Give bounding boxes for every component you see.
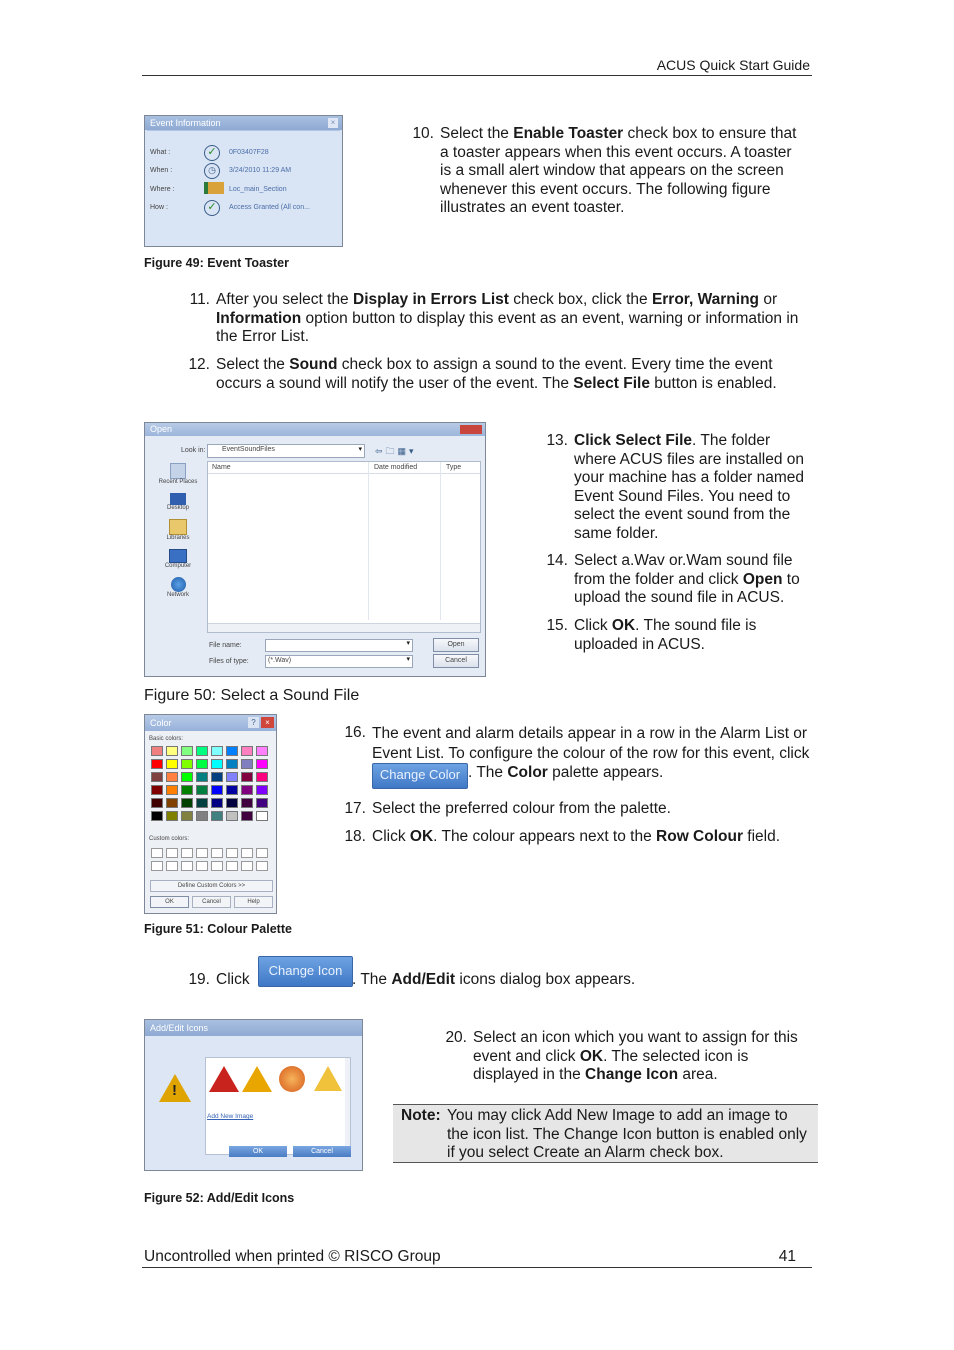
places-recent[interactable]: Recent Places — [151, 463, 205, 485]
step-10-text: Select the Enable Toaster check box to ensure that a toaster appears when this event occurs. A toaster is a small alert window that appears on the screen whenever this event occurs. The following figure illustrates an event toaster. — [440, 125, 797, 216]
custom-color-swatch[interactable] — [151, 861, 163, 871]
file-name-label: File name: — [209, 642, 242, 649]
custom-color-swatch[interactable] — [166, 848, 178, 858]
toaster-titlebar — [145, 116, 342, 130]
figure-52-caption: Figure 52: Add/Edit Icons — [144, 1191, 295, 1205]
step-11-text: After you select the Display in Errors List check box, click the Error, Warning or Information option button to display this event as an event, warning or information in the Error List. — [216, 291, 799, 345]
step-10-number: 10. — [412, 125, 434, 142]
color-swatch[interactable] — [226, 785, 238, 795]
custom-color-swatch[interactable] — [196, 861, 208, 871]
color-swatch[interactable] — [181, 811, 193, 821]
color-swatch[interactable] — [241, 811, 253, 821]
color-dialog-title: Color — [150, 718, 172, 728]
look-in-dropdown[interactable]: EventSoundFiles ▾ — [207, 444, 365, 458]
toolbar-icons[interactable]: ⇦🗀▦▾ — [375, 446, 417, 456]
places-libraries[interactable]: Libraries — [151, 519, 205, 541]
color-swatch[interactable] — [226, 798, 238, 808]
step-18-text: Click OK. The colour appears next to the Row Colour field. — [372, 828, 781, 845]
custom-color-swatch[interactable] — [181, 861, 193, 871]
color-swatch[interactable] — [211, 798, 223, 808]
custom-color-swatch[interactable] — [196, 848, 208, 858]
color-swatch[interactable] — [181, 785, 193, 795]
color-swatch[interactable] — [166, 746, 178, 756]
places-network[interactable]: Network — [151, 577, 205, 598]
color-swatch[interactable] — [151, 798, 163, 808]
page-number: 41 — [778, 1248, 796, 1265]
page-header: ACUS Quick Start Guide — [656, 57, 810, 73]
color-swatch[interactable] — [151, 785, 163, 795]
add-new-image-link[interactable]: Add New Image — [207, 1113, 254, 1120]
custom-color-swatch[interactable] — [241, 848, 253, 858]
step-15-text: Click OK. The sound file is uploaded in ACUS. — [574, 617, 757, 653]
color-swatch[interactable] — [211, 772, 223, 782]
color-swatch[interactable] — [241, 746, 253, 756]
color-swatch[interactable] — [196, 811, 208, 821]
custom-color-swatch[interactable] — [226, 861, 238, 871]
color-swatch[interactable] — [226, 759, 238, 769]
step-13-text: Click Select File. The folder where ACUS files are installed on your machine has a folder named Event Sound Files. You need to select the event sound from the same folder. — [574, 432, 805, 542]
open-dialog-title: Open — [150, 424, 173, 434]
color-swatch[interactable] — [226, 746, 238, 756]
look-in-label: Look in: — [181, 447, 206, 454]
custom-colors-label: Custom colors: — [149, 836, 190, 842]
color-swatch[interactable] — [256, 746, 268, 756]
toaster-when-value: 3/24/2010 11:29 AM — [229, 167, 292, 174]
color-swatch[interactable] — [196, 746, 208, 756]
step-19-text-rest: . The Add/Edit icons dialog box appears. — [352, 971, 636, 988]
color-swatch[interactable] — [241, 759, 253, 769]
toaster-what-value: 0F03407F28 — [229, 149, 269, 156]
places-desktop[interactable]: Desktop — [151, 493, 205, 511]
color-swatch[interactable] — [166, 785, 178, 795]
custom-color-swatch[interactable] — [181, 848, 193, 858]
custom-color-swatch[interactable] — [226, 848, 238, 858]
close-icon — [460, 425, 482, 434]
toaster-when-label: When : — [150, 167, 173, 174]
close-icon: × — [328, 118, 338, 128]
toaster-how-value: Access Granted (All con... — [229, 204, 310, 211]
color-swatch[interactable] — [181, 746, 193, 756]
color-swatch[interactable] — [256, 785, 268, 795]
color-swatch[interactable] — [166, 811, 178, 821]
note-label: Note: — [401, 1107, 441, 1124]
footer-copyright: Uncontrolled when printed © RISCO Group — [144, 1248, 441, 1265]
close-icon[interactable]: × — [261, 717, 274, 728]
color-swatch[interactable] — [196, 772, 208, 782]
header-rule — [142, 75, 812, 76]
chevron-down-icon: ▾ — [358, 446, 362, 453]
toaster-what-label: What : — [150, 149, 171, 156]
custom-color-swatch[interactable] — [211, 861, 223, 871]
recent-places-icon — [170, 463, 186, 479]
figure-51-caption: Figure 51: Colour Palette — [144, 922, 292, 936]
file-name-input[interactable] — [265, 639, 413, 652]
column-type[interactable]: Type — [446, 464, 462, 471]
step-14-number: 14. — [546, 552, 568, 569]
color-swatch[interactable] — [211, 746, 223, 756]
network-icon — [171, 577, 186, 592]
column-name[interactable]: Name — [212, 464, 231, 471]
chevron-down-icon: ▾ — [406, 640, 410, 647]
step-12-text: Select the Sound check box to assign a sound to the event. Every time the event occurs a sound will notify the user of the event. The Select File button is enabled. — [216, 356, 777, 392]
define-custom-colors-button[interactable]: Define Custom Colors >> — [150, 880, 273, 892]
footer-rule — [142, 1267, 812, 1268]
color-swatch[interactable] — [241, 798, 253, 808]
check-icon: ✓ — [204, 200, 220, 216]
figure-49-caption: Figure 49: Event Toaster — [144, 256, 289, 270]
places-bar — [151, 461, 205, 671]
help-icon[interactable]: ? — [248, 717, 259, 728]
color-swatch[interactable] — [181, 798, 193, 808]
warning-light-icon[interactable] — [314, 1066, 342, 1091]
warning-yellow-icon[interactable] — [242, 1066, 272, 1092]
color-swatch[interactable] — [151, 746, 163, 756]
color-swatch[interactable] — [226, 772, 238, 782]
add-edit-title: Add/Edit Icons — [150, 1023, 209, 1033]
icon-list[interactable] — [205, 1057, 351, 1155]
custom-color-swatch[interactable] — [256, 861, 268, 871]
color-swatch[interactable] — [151, 759, 163, 769]
file-list[interactable] — [207, 461, 481, 633]
step-15-number: 15. — [546, 617, 568, 634]
step-13-number: 13. — [546, 432, 568, 449]
color-swatch[interactable] — [241, 785, 253, 795]
step-17-number: 17. — [344, 800, 366, 817]
custom-color-swatch[interactable] — [151, 848, 163, 858]
column-date-modified[interactable]: Date modified — [374, 464, 418, 471]
color-swatch[interactable] — [181, 772, 193, 782]
add-edit-icons-screenshot — [144, 1019, 363, 1171]
step-18-number: 18. — [344, 828, 366, 845]
toaster-where-label: Where : — [150, 186, 175, 193]
change-color-button[interactable]: Change Color — [372, 763, 468, 789]
places-computer[interactable]: Computer — [151, 549, 205, 569]
color-swatch[interactable] — [196, 798, 208, 808]
step-20-number: 20. — [445, 1029, 467, 1046]
color-swatch[interactable] — [196, 785, 208, 795]
location-icon — [204, 182, 224, 194]
step-19-number: 19. — [188, 971, 210, 988]
note-text: You may click Add New Image to add an image to the icon list. The Change Icon button is enabled only if you select Create an Alarm check box. — [447, 1107, 807, 1161]
color-swatch[interactable] — [256, 759, 268, 769]
column-divider — [368, 462, 369, 620]
clock-icon: ◷ — [204, 163, 220, 179]
color-swatch[interactable] — [166, 798, 178, 808]
color-swatch[interactable] — [166, 772, 178, 782]
step-11-number: 11. — [189, 291, 210, 308]
file-type-label: Files of type: — [209, 658, 249, 665]
add-edit-titlebar — [145, 1020, 362, 1036]
ok-button[interactable]: OK — [150, 896, 189, 908]
custom-color-swatch[interactable] — [256, 848, 268, 858]
color-swatch[interactable] — [211, 811, 223, 821]
help-button[interactable]: Help — [234, 896, 273, 908]
figure-50-caption: Figure 50: Select a Sound File — [144, 687, 360, 704]
horizontal-scrollbar[interactable] — [208, 623, 480, 632]
fire-icon[interactable] — [279, 1066, 305, 1092]
color-dialog-screenshot — [144, 714, 277, 914]
vertical-scrollbar[interactable] — [345, 1058, 350, 1152]
open-button[interactable]: Open — [433, 638, 479, 652]
step-17-text: Select the preferred colour from the palette. — [372, 800, 671, 817]
libraries-icon — [169, 519, 187, 535]
change-icon-button[interactable]: Change Icon — [258, 956, 353, 987]
toaster-where-value: Loc_main_Section — [229, 186, 287, 193]
color-swatch[interactable] — [211, 759, 223, 769]
color-swatch[interactable] — [166, 759, 178, 769]
toaster-title: Event Information — [150, 118, 221, 128]
color-swatch[interactable] — [196, 759, 208, 769]
basic-colors-label: Basic colors: — [149, 736, 184, 742]
open-dialog-titlebar — [145, 423, 485, 436]
color-dialog-titlebar — [145, 715, 276, 731]
note-box — [393, 1104, 818, 1163]
custom-color-swatch[interactable] — [211, 848, 223, 858]
color-swatch[interactable] — [151, 772, 163, 782]
color-swatch[interactable] — [211, 785, 223, 795]
color-swatch[interactable] — [256, 798, 268, 808]
step-19-text: Click — [216, 971, 250, 988]
check-icon: ✓ — [204, 145, 220, 161]
custom-color-swatch[interactable] — [241, 861, 253, 871]
color-swatch[interactable] — [181, 759, 193, 769]
step-16-number: 16. — [344, 724, 366, 741]
cancel-button[interactable]: Cancel — [293, 1146, 351, 1157]
chevron-down-icon: ▾ — [406, 656, 410, 663]
ok-button[interactable]: OK — [229, 1146, 287, 1157]
alarm-red-icon[interactable] — [209, 1066, 239, 1092]
color-swatch[interactable] — [226, 811, 238, 821]
step-14-text: Select a.Wav or.Wam sound file from the folder and click Open to upload the sound file in ACUS. — [574, 552, 800, 606]
event-toaster-screenshot — [144, 115, 343, 247]
custom-color-swatch[interactable] — [166, 861, 178, 871]
open-dialog-screenshot — [144, 422, 486, 677]
column-divider — [440, 462, 441, 620]
cancel-button[interactable]: Cancel — [192, 896, 231, 908]
computer-icon — [169, 549, 187, 563]
color-swatch[interactable] — [256, 772, 268, 782]
color-swatch[interactable] — [151, 811, 163, 821]
step-16-text: The event and alarm details appear in a row in the Alarm List or Event List. To configure the colour of the row for this event, click Change Color . The Color palette appears. — [372, 724, 812, 789]
cancel-button[interactable]: Cancel — [433, 654, 479, 668]
step-20-text: Select an icon which you want to assign for this event and click OK. The selected icon is displayed in the Change Icon area. — [473, 1029, 798, 1083]
step-12-number: 12. — [188, 356, 210, 373]
exclamation-icon: ! — [172, 1082, 177, 1099]
toaster-how-label: How : — [150, 204, 168, 211]
file-type-select[interactable]: (*.Wav) ▾ — [265, 655, 413, 668]
desktop-icon — [170, 493, 186, 505]
color-swatch[interactable] — [256, 811, 268, 821]
color-swatch[interactable] — [241, 772, 253, 782]
